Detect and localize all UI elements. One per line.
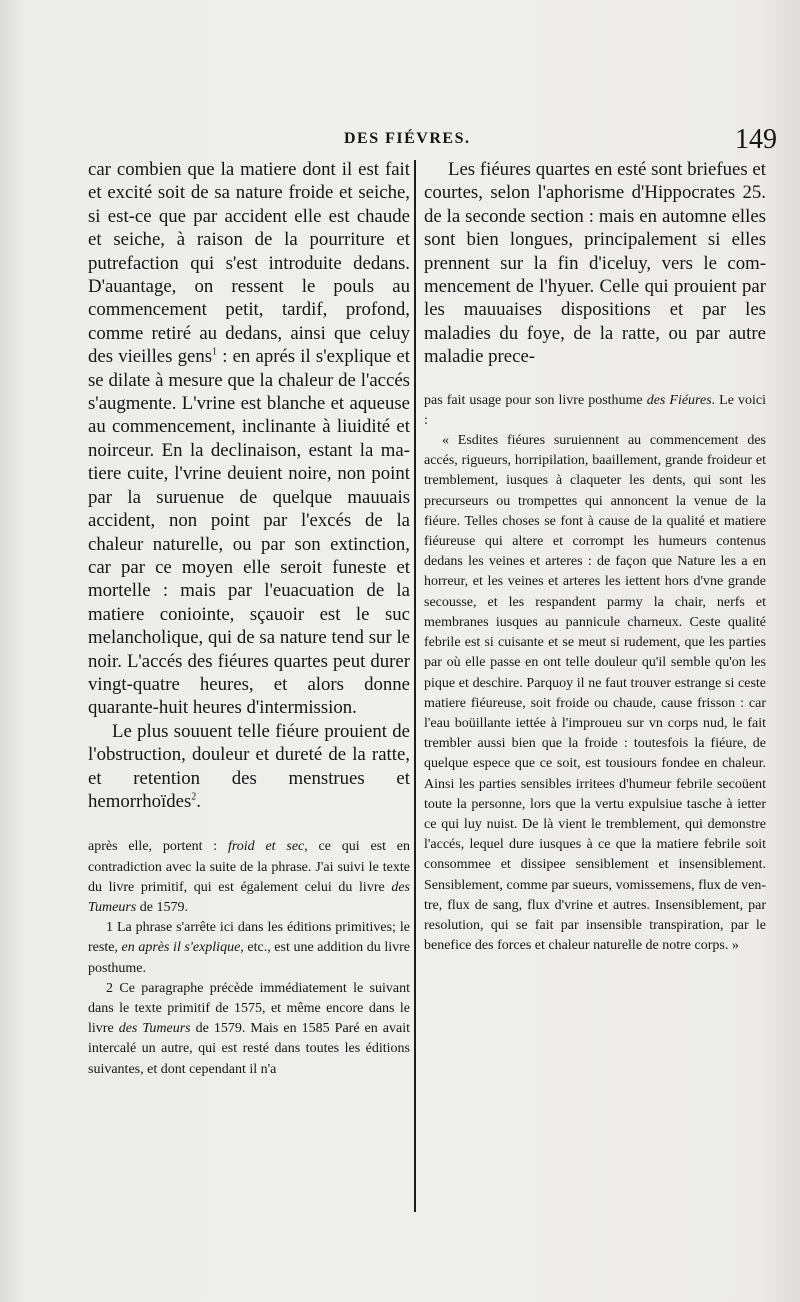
left-main-text (88, 158, 410, 813)
footnote-intro-italic: des Fiéures (646, 392, 712, 408)
footnote-a-middle: , ce qui est en contradiction avec la suite de la phrase. J'ai suivi le texte du livre primitif, qui est également celui du livre (88, 839, 411, 895)
running-head: DES FIÉVRES. (344, 130, 471, 147)
footnote-2-end: de 1579. Mais en 1585 Paré en avait intercalé un autre, qui est resté dans toutes les éditions suivantes, et dont cependant il n'a (88, 1021, 410, 1077)
footnote-2 (88, 979, 410, 1080)
footnote-a-italic: froid et sec (227, 839, 305, 855)
left-column (88, 158, 410, 1080)
left-footnotes (88, 837, 410, 1079)
footnote-1-end: , etc., est une addition du livre posthume. (88, 940, 410, 976)
footnote-intro-text: pas fait usage pour son livre posthume (424, 392, 647, 408)
footnote-ref-2: 2 (191, 791, 197, 803)
footnote-a-end: de 1579. (136, 899, 188, 915)
footnote-quote: « Esdites fiéures suruiennent au commencement des accés, rigueurs, horripilation, baaillement, grande froideur et tremblement, iusques à claqueter les dents, qui sont les precurseurs ou trompettes qui annoncent la venue de la fiéure. Telles choses se font à cause de la qualité et matiere fiéureuse qui altere et corrompt les humeurs contenus dedans les veines et arteres : de façon que Nature les a en horreur, et les veines et arteres les iettent hors d'vne grande secousse, et les respandent parmy la chair, nerfs et membranes iusques au pannicule charneux. Ceste qualité febrile est si cuisante et se meut si rudement, que les parties par où elle passe en ont telle douleur qu'il semble qu'on les pique et deschire. Parquoy il ne faut trouver estrange si ceste matiere fiéureuse, soit froide ou chaude, cause frisson : car l'eau boüillante iettée à l'improueu sur vn corps nud, le fait trembler aussi bien que la froide : toutesfois la fiéure, de quelque espece que ce soit, est tousiours fondee en chaleur. Ainsi les parties sensibles irritees d'humeur febrile secoüent toute la personne, lors que la vertu expulsiue tasche à ietter ce qui luy nuist. De là vient le tremblement, qui demonstre l'accés, lequel dure iusques à ce que la matiere febrile soit consommee et dissipee sensiblement et insensiblement. Sensiblement, comme par sueurs, vomissemens, flux de ventre, flux de sang, flux d'vrine et autres. Insensiblement, par resolution, qui se fait par insensible transpiration, par le benefice des forces et chaleur naturelle de notre corps. » (424, 433, 766, 954)
footnote-1-text: 1 La phrase s'arrête ici dans les éditions primitives; le reste, (88, 920, 410, 956)
footnote-intro (424, 391, 766, 431)
footnote-ref-1: 1 (212, 346, 218, 358)
left-paragraph-1-continuation: : en aprés il s'explique et se dilate à mesure que la chaleur de l'accés s'augmente. L'vrine est blanche et aqueuse au commencement, inclinante à liuidité et noirceur. En la declinaison, estant la matiere cuite, l'vrine deuient noire, non point par la suruenue de quelque mauuais accident, non point par l'excés de la chaleur naturelle, ou par son extinction, car par ce moyen elle seroit funeste et mortelle : mais par l'euacuation de la matiere coniointe, sçauoir est le suc melancholique, qui de sa nature tend sur le noir. L'accés des fiéures quartes peut durer vingt-quatre heures, et alors donne quarante-huit heures d'intermission. (88, 346, 410, 719)
footnote-a-italic-2: des Tumeurs (88, 879, 410, 915)
footnote-2-italic: des Tumeurs (118, 1021, 191, 1037)
footnote-a-text: après elle, portent : (88, 839, 228, 855)
column-divider (414, 160, 416, 1212)
page-number: 149 (735, 124, 777, 155)
right-footnotes (424, 391, 766, 957)
footnote-intro-end: . Le voici : (424, 392, 766, 428)
footnote-1-italic: en après il s'explique (121, 940, 241, 956)
right-main-text (424, 158, 766, 369)
left-paragraph-1 (88, 158, 410, 720)
right-paragraph-1: Les fiéures quartes en esté sont briefues et courtes, selon l'aphorisme d'Hippocrates 25. de la seconde section : mais en automne elles sont bien longues, principalement si elles prennent sur la fin d'iceluy, vers le commencement de l'hyuer. Celle qui prouient par les mauuaises dispositions et par les maladies du foye, de la ratte, ou par autre maladie prece- (424, 159, 766, 368)
footnote-2-text: 2 Ce paragraphe précède immédiatement le suivant dans le texte primitif de 1575, et même encore dans le livre (88, 980, 410, 1037)
footnote-continuation (88, 837, 410, 918)
footnote-1 (88, 918, 410, 979)
left-paragraph-1-text: car combien que la matiere dont il est fait et excité soit de sa nature froide et seiche, si est-ce que par accident elle est chaude et seiche, à raison de la pourriture et putrefaction qui s'est introduite dedans. D'auantage, on ressent le pouls au commencement petit, tardif, profond, comme retiré au dedans, ainsi que celuy des vieilles gens (88, 159, 410, 368)
left-paragraph-2-text: Le plus souuent telle fiéure prouient de l'obstruction, douleur et dureté de la ratte, et retention des menstrues et hemorrhoïdes (88, 720, 410, 812)
left-paragraph-2-end: . (196, 790, 201, 812)
left-paragraph-2 (88, 720, 410, 814)
right-column (424, 158, 766, 956)
